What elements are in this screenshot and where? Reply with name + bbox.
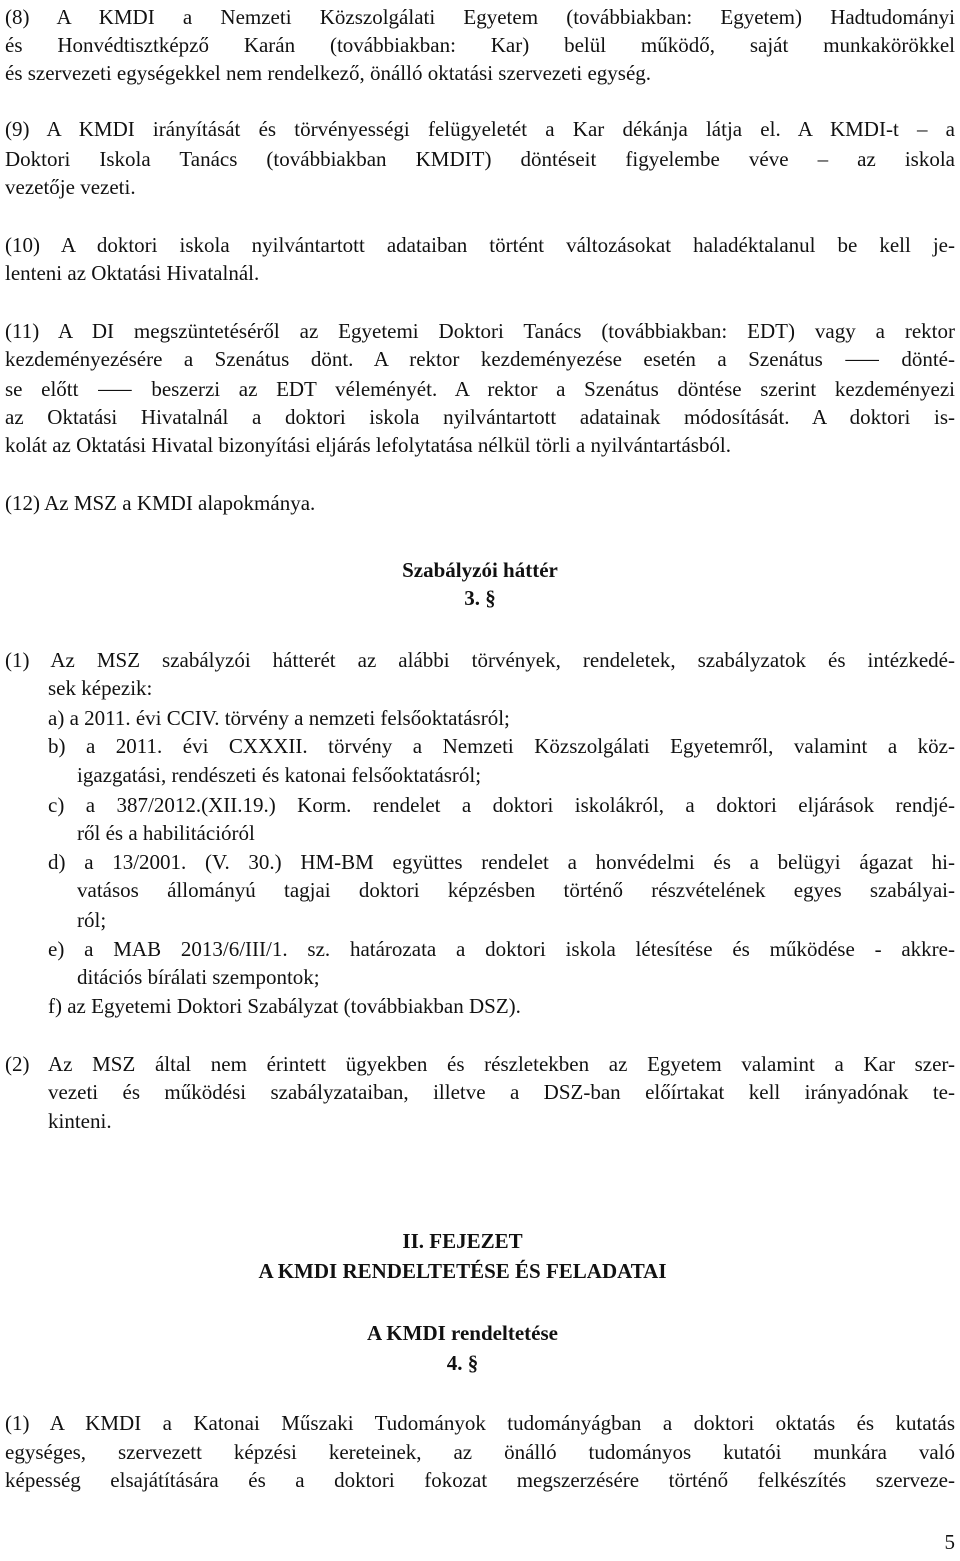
text-line: (9) A KMDI irányítását és törvényességi felügyeletét a Kar dékánja látja el. A KMDI-t – a bbox=[5, 117, 955, 141]
page-number: 5 bbox=[944, 1530, 955, 1554]
text-line: és Honvédtisztképző Karán (továbbiakban: Kar) belül működő, saját munkakörökkel bbox=[5, 33, 955, 57]
text-line: ről és a habilitációról bbox=[77, 821, 255, 845]
text-line: a) a 2011. évi CCIV. törvény a nemzeti felsőoktatásról; bbox=[48, 706, 510, 730]
text-line: f) az Egyetemi Doktori Szabályzat (továbbiakban DSZ). bbox=[48, 994, 521, 1018]
text-line: ditációs bírálati szempontok; bbox=[77, 965, 320, 989]
text-line: (10) A doktori iskola nyilvántartott adataiban történt változásokat haladéktalanul be kell je- bbox=[5, 233, 955, 257]
text-line: igazgatási, rendészeti és katonai felsőoktatásról; bbox=[77, 763, 482, 787]
text-line: 3. § bbox=[464, 586, 496, 610]
text-line: vezetője vezeti. bbox=[5, 175, 136, 199]
text-line: e) a MAB 2013/6/III/1. sz. határozata a doktori iskola létesítése és működése - akkre- bbox=[48, 937, 955, 961]
text-line: A KMDI rendeltetése bbox=[367, 1321, 558, 1345]
text-line: sek képezik: bbox=[48, 676, 153, 700]
text-line: egységes, szervezett képzési kereteinek, az önálló tudományos kutatói munkára való bbox=[5, 1440, 955, 1464]
text-line: (11) A DI megszüntetéséről az Egyetemi Doktori Tanács (továbbiakban: EDT) vagy a rektor bbox=[5, 319, 955, 343]
text-line: ról; bbox=[77, 908, 107, 932]
text-line: se előtt ⸺ beszerzi az EDT véleményét. A rektor a Szenátus döntése szerint kezdeményezi bbox=[5, 377, 955, 401]
text-line: A KMDI RENDELTETÉSE ÉS FELADATAI bbox=[258, 1259, 667, 1283]
text-line: vatásos állományú tagjai doktori képzésben történő részvételének egyes szabályai- bbox=[77, 878, 955, 902]
text-line: Doktori Iskola Tanács (továbbiakban KMDIT) döntéseit figyelembe véve – az iskola bbox=[5, 147, 955, 171]
text-line: (12) Az MSZ a KMDI alapokmánya. bbox=[5, 491, 316, 515]
text-line: kinteni. bbox=[48, 1109, 112, 1133]
text-line: kolát az Oktatási Hivatal bizonyítási eljárás lefolytatása nélkül törli a nyilvántartásból. bbox=[5, 433, 732, 457]
text-line: kezdeményezésére a Szenátus dönt. A rektor kezdeményezése esetén a Szenátus ⸺ dönté- bbox=[5, 347, 955, 371]
text-line: d) a 13/2001. (V. 30.) HM-BM együttes rendelet a honvédelmi és a belügyi ágazat hi- bbox=[48, 850, 955, 874]
text-line: b) a 2011. évi CXXXII. törvény a Nemzeti Közszolgálati Egyetemről, valamint a köz- bbox=[48, 734, 955, 758]
text-line: (1) Az MSZ szabályzói hátterét az alábbi törvények, rendeletek, szabályzatok és intézkedé- bbox=[5, 648, 955, 672]
text-line: (1) A KMDI a Katonai Műszaki Tudományok tudományágban a doktori oktatás és kutatás bbox=[5, 1411, 955, 1435]
text-line: (8) A KMDI a Nemzeti Közszolgálati Egyetem (továbbiakban: Egyetem) Hadtudományi bbox=[5, 5, 955, 29]
text-line: vezeti és működési szabályzataiban, illetve a DSZ-ban előírtakat kell irányadónak te- bbox=[48, 1080, 955, 1104]
text-line: az Oktatási Hivatalnál a doktori iskola nyilvántartott adatainak módosítását. A doktori is- bbox=[5, 405, 955, 429]
text-line: lenteni az Oktatási Hivatalnál. bbox=[5, 261, 260, 285]
text-line: (2) Az MSZ által nem érintett ügyekben és részletekben az Egyetem valamint a Kar szer- bbox=[5, 1052, 955, 1076]
text-line: c) a 387/2012.(XII.19.) Korm. rendelet a doktori iskolákról, a doktori eljárások rendjé- bbox=[48, 793, 955, 817]
text-line: 4. § bbox=[446, 1351, 479, 1375]
text-line: képesség elsajátítására és a doktori fokozat megszerzésére történő felkészítés szerveze- bbox=[5, 1468, 955, 1492]
text-line: Szabályzói háttér bbox=[402, 558, 558, 582]
text-line: és szervezeti egységekkel nem rendelkező, önálló oktatási szervezeti egység. bbox=[5, 61, 652, 85]
text-line: II. FEJEZET bbox=[402, 1229, 523, 1253]
